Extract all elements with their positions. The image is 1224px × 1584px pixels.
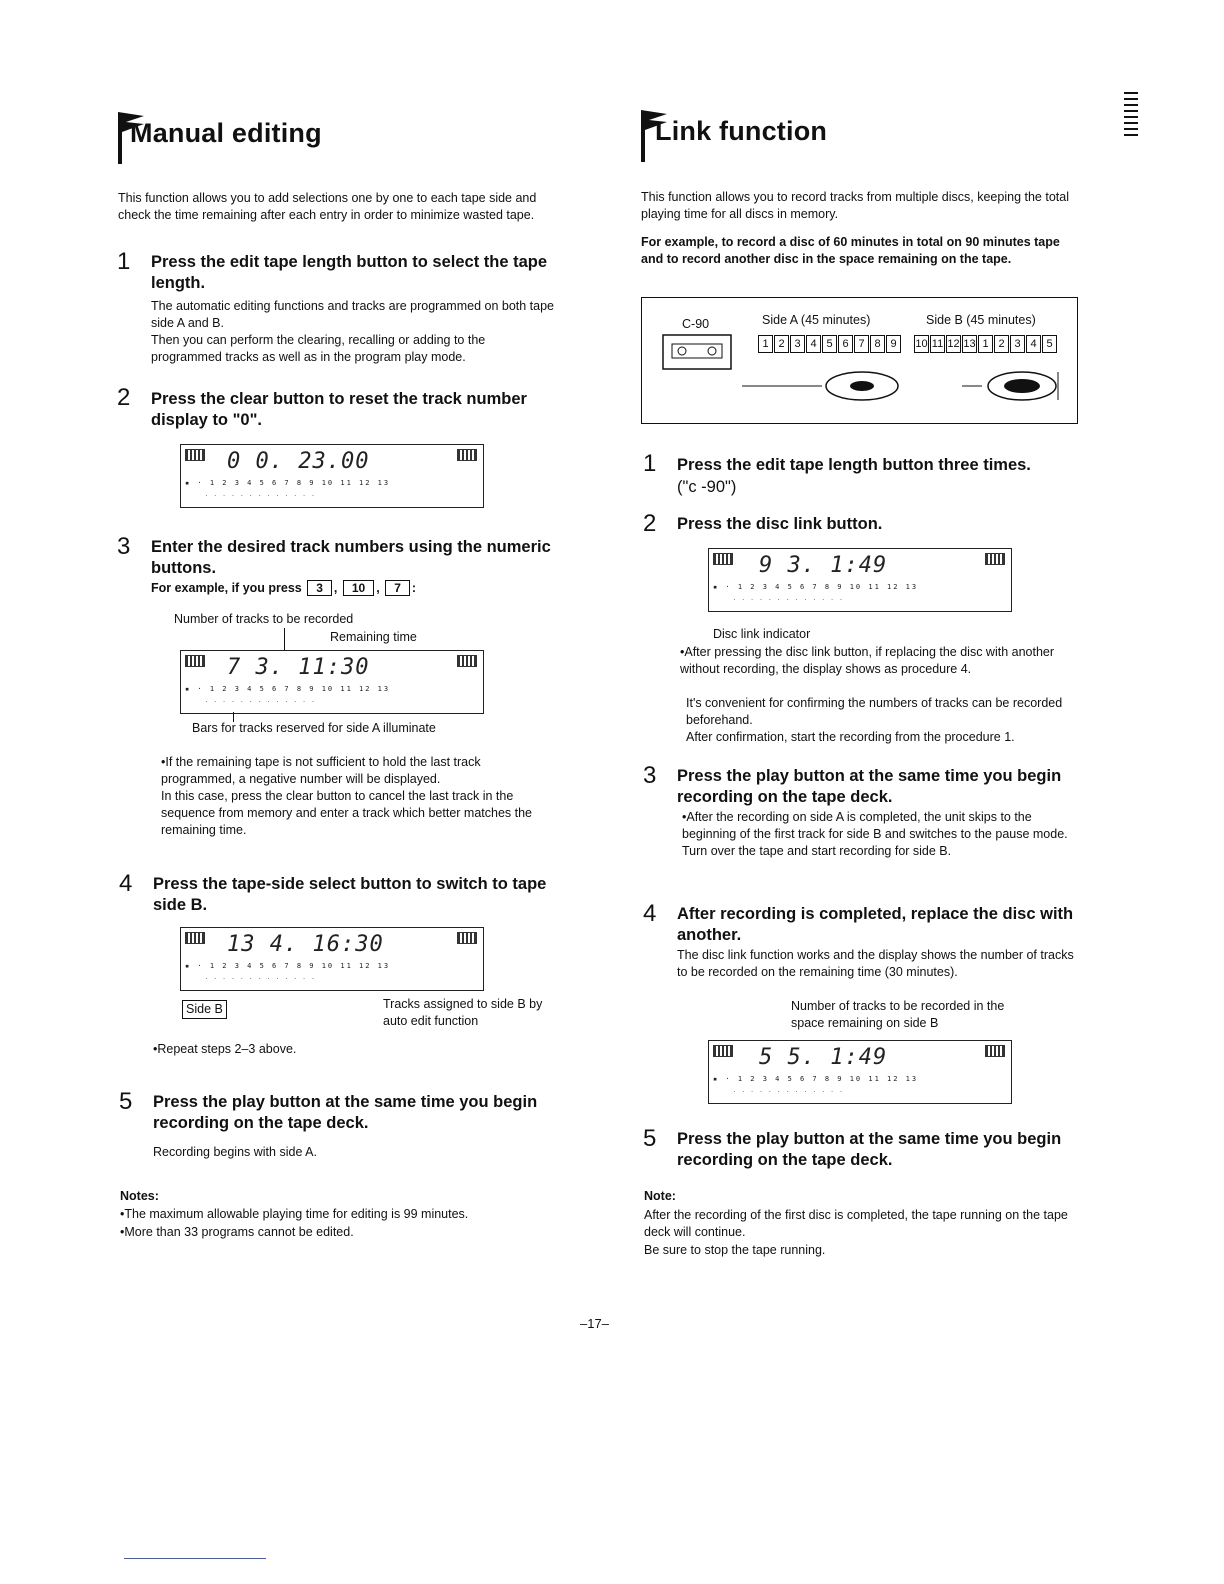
- margin-index-icon: [1124, 92, 1138, 138]
- left-step1-body1: The automatic editing functions and tracks are programmed on both tape side A and B.: [151, 299, 555, 330]
- cell-a: 3: [790, 335, 805, 353]
- cell-b: 10: [914, 335, 929, 353]
- left-note-1: •The maximum allowable playing time for editing is 99 minutes.: [120, 1207, 469, 1221]
- cell-b: 4: [1026, 335, 1041, 353]
- program-indicator: [713, 1045, 733, 1057]
- right-step3-body: •After the recording on side A is completed, the unit skips to the beginning of the first track for side B and switches to the pause mode. Turn over the tape and start recording for side B.: [682, 810, 1068, 858]
- disc-link-indicator-label: Disc link indicator: [713, 627, 811, 641]
- right-step4-number: 4: [643, 900, 657, 927]
- key-7: 7: [385, 580, 410, 596]
- right-step2-title: Press the disc link button.: [677, 515, 883, 533]
- left-step3-note1: •If the remaining tape is not sufficient to hold the last track programmed, a negative number will be displayed.: [161, 755, 481, 786]
- left-step4-number: 4: [119, 870, 133, 897]
- lcd-digits: 0 0. 23.00: [227, 449, 370, 474]
- time-scale: · · · · · · · · · · · · ·: [205, 491, 317, 500]
- side-b-cells: [914, 334, 1058, 353]
- lcd-digits: 13 4. 16:30: [227, 932, 384, 957]
- lcd-digits: 5 5. 1:49: [759, 1045, 888, 1070]
- right-step1-number: 1: [643, 450, 657, 477]
- lcd-digits: 9 3. 1:49: [759, 553, 888, 578]
- cell-b: 11: [930, 335, 945, 353]
- tape-diagram: [641, 297, 1078, 424]
- time-scale: · · · · · · · · · · · · ·: [733, 595, 845, 604]
- program-indicator: [185, 932, 205, 944]
- left-step3-note2: In this case, press the clear button to cancel the last track in the sequence from memory and enter a track which better matches the remaining time.: [161, 789, 533, 837]
- digital-output-indicator: [985, 1045, 1005, 1057]
- program-indicator: [185, 655, 205, 667]
- cell-b: 1: [978, 335, 993, 353]
- side-b-duration-label: Side B (45 minutes): [926, 313, 1036, 327]
- cassette-icon: [662, 334, 732, 370]
- right-step1-sub: ("c -90"): [677, 478, 737, 496]
- right-intro: This function allows you to record tracks from multiple discs, keeping the total playing time for all discs in memory.: [641, 190, 1069, 221]
- cell-b: 5: [1042, 335, 1057, 353]
- left-intro: This function allows you to add selections one by one to each tape side and check the time remaining after each entry in order to minimize wasted tape.: [118, 191, 537, 222]
- page-number: –17–: [580, 1316, 609, 1331]
- lcd-display-step4: [180, 927, 484, 991]
- right-step1-title: Press the edit tape length button three times.: [677, 456, 1031, 474]
- cell-a: 1: [758, 335, 773, 353]
- tracks-assigned-label: Tracks assigned to side B by auto edit function: [383, 997, 543, 1028]
- program-indicator: [185, 449, 205, 461]
- cell-a: 6: [838, 335, 853, 353]
- cell-a: 9: [886, 335, 901, 353]
- left-step5-body: Recording begins with side A.: [153, 1145, 317, 1159]
- left-step1-number: 1: [117, 248, 131, 275]
- track-bars: ▪ · 1 2 3 4 5 6 7 8 9 10 11 12 13: [185, 962, 391, 970]
- label-bars-side-a: Bars for tracks reserved for side A illuminate: [192, 721, 436, 735]
- digital-output-indicator: [457, 932, 477, 944]
- time-scale: · · · · · · · · · · · · ·: [205, 974, 317, 983]
- right-step2-b2: It's convenient for confirming the numbers of tracks can be recorded beforehand.: [686, 696, 1063, 727]
- track-bars: ▪ · 1 2 3 4 5 6 7 8 9 10 11 12 13: [185, 685, 391, 693]
- right-step4-title: After recording is completed, replace the disc with another.: [677, 905, 1074, 944]
- lcd-display-step3: [180, 650, 484, 714]
- cell-a: 5: [822, 335, 837, 353]
- left-notes-title: Notes:: [120, 1189, 159, 1203]
- right-step5-title: Press the play button at the same time you begin recording on the tape deck.: [677, 1130, 1062, 1169]
- right-step3-number: 3: [643, 762, 657, 789]
- time-scale: · · · · · · · · · · · · ·: [733, 1087, 845, 1096]
- pointer-line: [284, 628, 285, 650]
- program-indicator: [713, 553, 733, 565]
- left-step5-number: 5: [119, 1088, 133, 1115]
- side-a-cells: [758, 334, 902, 353]
- lcd-display-right-step4: [708, 1040, 1012, 1104]
- cell-b: 13: [962, 335, 977, 353]
- tape-label: C-90: [682, 317, 710, 331]
- right-note-1: After the recording of the first disc is completed, the tape running on the tape deck will continue.: [644, 1208, 1068, 1239]
- side-b-label: Side B: [182, 1000, 227, 1019]
- example-prefix: For example, if you press: [151, 581, 302, 595]
- digital-output-indicator: [457, 655, 477, 667]
- right-step4-body: The disc link function works and the display shows the number of tracks to be recorded on the remaining time (30 minutes).: [677, 948, 1074, 979]
- left-step2-number: 2: [117, 384, 131, 411]
- cell-a: 4: [806, 335, 821, 353]
- cell-a: 2: [774, 335, 789, 353]
- left-step3-title: Enter the desired track numbers using the numeric buttons.: [151, 538, 551, 577]
- cell-a: 7: [854, 335, 869, 353]
- left-step1-title: Press the edit tape length button to select the tape length.: [151, 253, 548, 292]
- left-note-2: •More than 33 programs cannot be edited.: [120, 1225, 354, 1239]
- lcd-display-step2: [180, 444, 484, 508]
- track-bars: ▪ · 1 2 3 4 5 6 7 8 9 10 11 12 13: [185, 479, 391, 487]
- digital-output-indicator: [457, 449, 477, 461]
- side-a-label: Side A (45 minutes): [762, 313, 871, 327]
- right-note-title: Note:: [644, 1189, 676, 1203]
- right-step4-label: Number of tracks to be recorded in the space remaining on side B: [791, 999, 1005, 1030]
- track-bars: ▪ · 1 2 3 4 5 6 7 8 9 10 11 12 13: [713, 583, 919, 591]
- left-step3-example: For example, if you press 3 , 10 , 7 :: [151, 581, 417, 595]
- label-remaining-time: Remaining time: [330, 630, 417, 644]
- key-3: 3: [307, 580, 332, 596]
- key-10: 10: [343, 580, 374, 596]
- left-step4-repeat: •Repeat steps 2–3 above.: [153, 1042, 297, 1056]
- right-step5-number: 5: [643, 1125, 657, 1152]
- lcd-digits: 7 3. 11:30: [227, 655, 370, 680]
- left-step4-title: Press the tape-side select button to switch to tape side B.: [153, 875, 547, 914]
- time-scale: · · · · · · · · · · · · ·: [205, 697, 317, 706]
- footer-rule: [124, 1558, 266, 1559]
- left-step2-title: Press the clear button to reset the track number display to "0".: [151, 390, 527, 429]
- left-step5-title: Press the play button at the same time you begin recording on the tape deck.: [153, 1093, 538, 1132]
- digital-output-indicator: [985, 553, 1005, 565]
- left-step3-number: 3: [117, 533, 131, 560]
- right-step2-b1: •After pressing the disc link button, if replacing the disc with another without recording, the display shows as procedure 4.: [680, 645, 1055, 676]
- right-example: For example, to record a disc of 60 minutes in total on 90 minutes tape and to record another disc in the space remaining on the tape.: [641, 235, 1060, 266]
- disc-icon-a: [742, 366, 922, 406]
- left-step1-body2: Then you can perform the clearing, recalling or adding to the programmed tracks as well as in the program play mode.: [151, 333, 486, 364]
- right-step2-b3: After confirmation, start the recording from the procedure 1.: [686, 730, 1015, 744]
- right-step3-title: Press the play button at the same time you begin recording on the tape deck.: [677, 767, 1062, 806]
- cell-b: 2: [994, 335, 1009, 353]
- right-note-2: Be sure to stop the tape running.: [644, 1243, 826, 1257]
- cell-b: 12: [946, 335, 961, 353]
- cell-a: 8: [870, 335, 885, 353]
- label-tracks-to-record: Number of tracks to be recorded: [174, 612, 354, 626]
- lcd-display-right-step2: [708, 548, 1012, 612]
- right-step2-number: 2: [643, 510, 657, 537]
- cell-b: 3: [1010, 335, 1025, 353]
- disc-icon-b: [962, 366, 1062, 406]
- track-bars: ▪ · 1 2 3 4 5 6 7 8 9 10 11 12 13: [713, 1075, 919, 1083]
- manual-editing-title: Manual editing: [130, 118, 322, 148]
- link-function-title: Link function: [655, 116, 828, 146]
